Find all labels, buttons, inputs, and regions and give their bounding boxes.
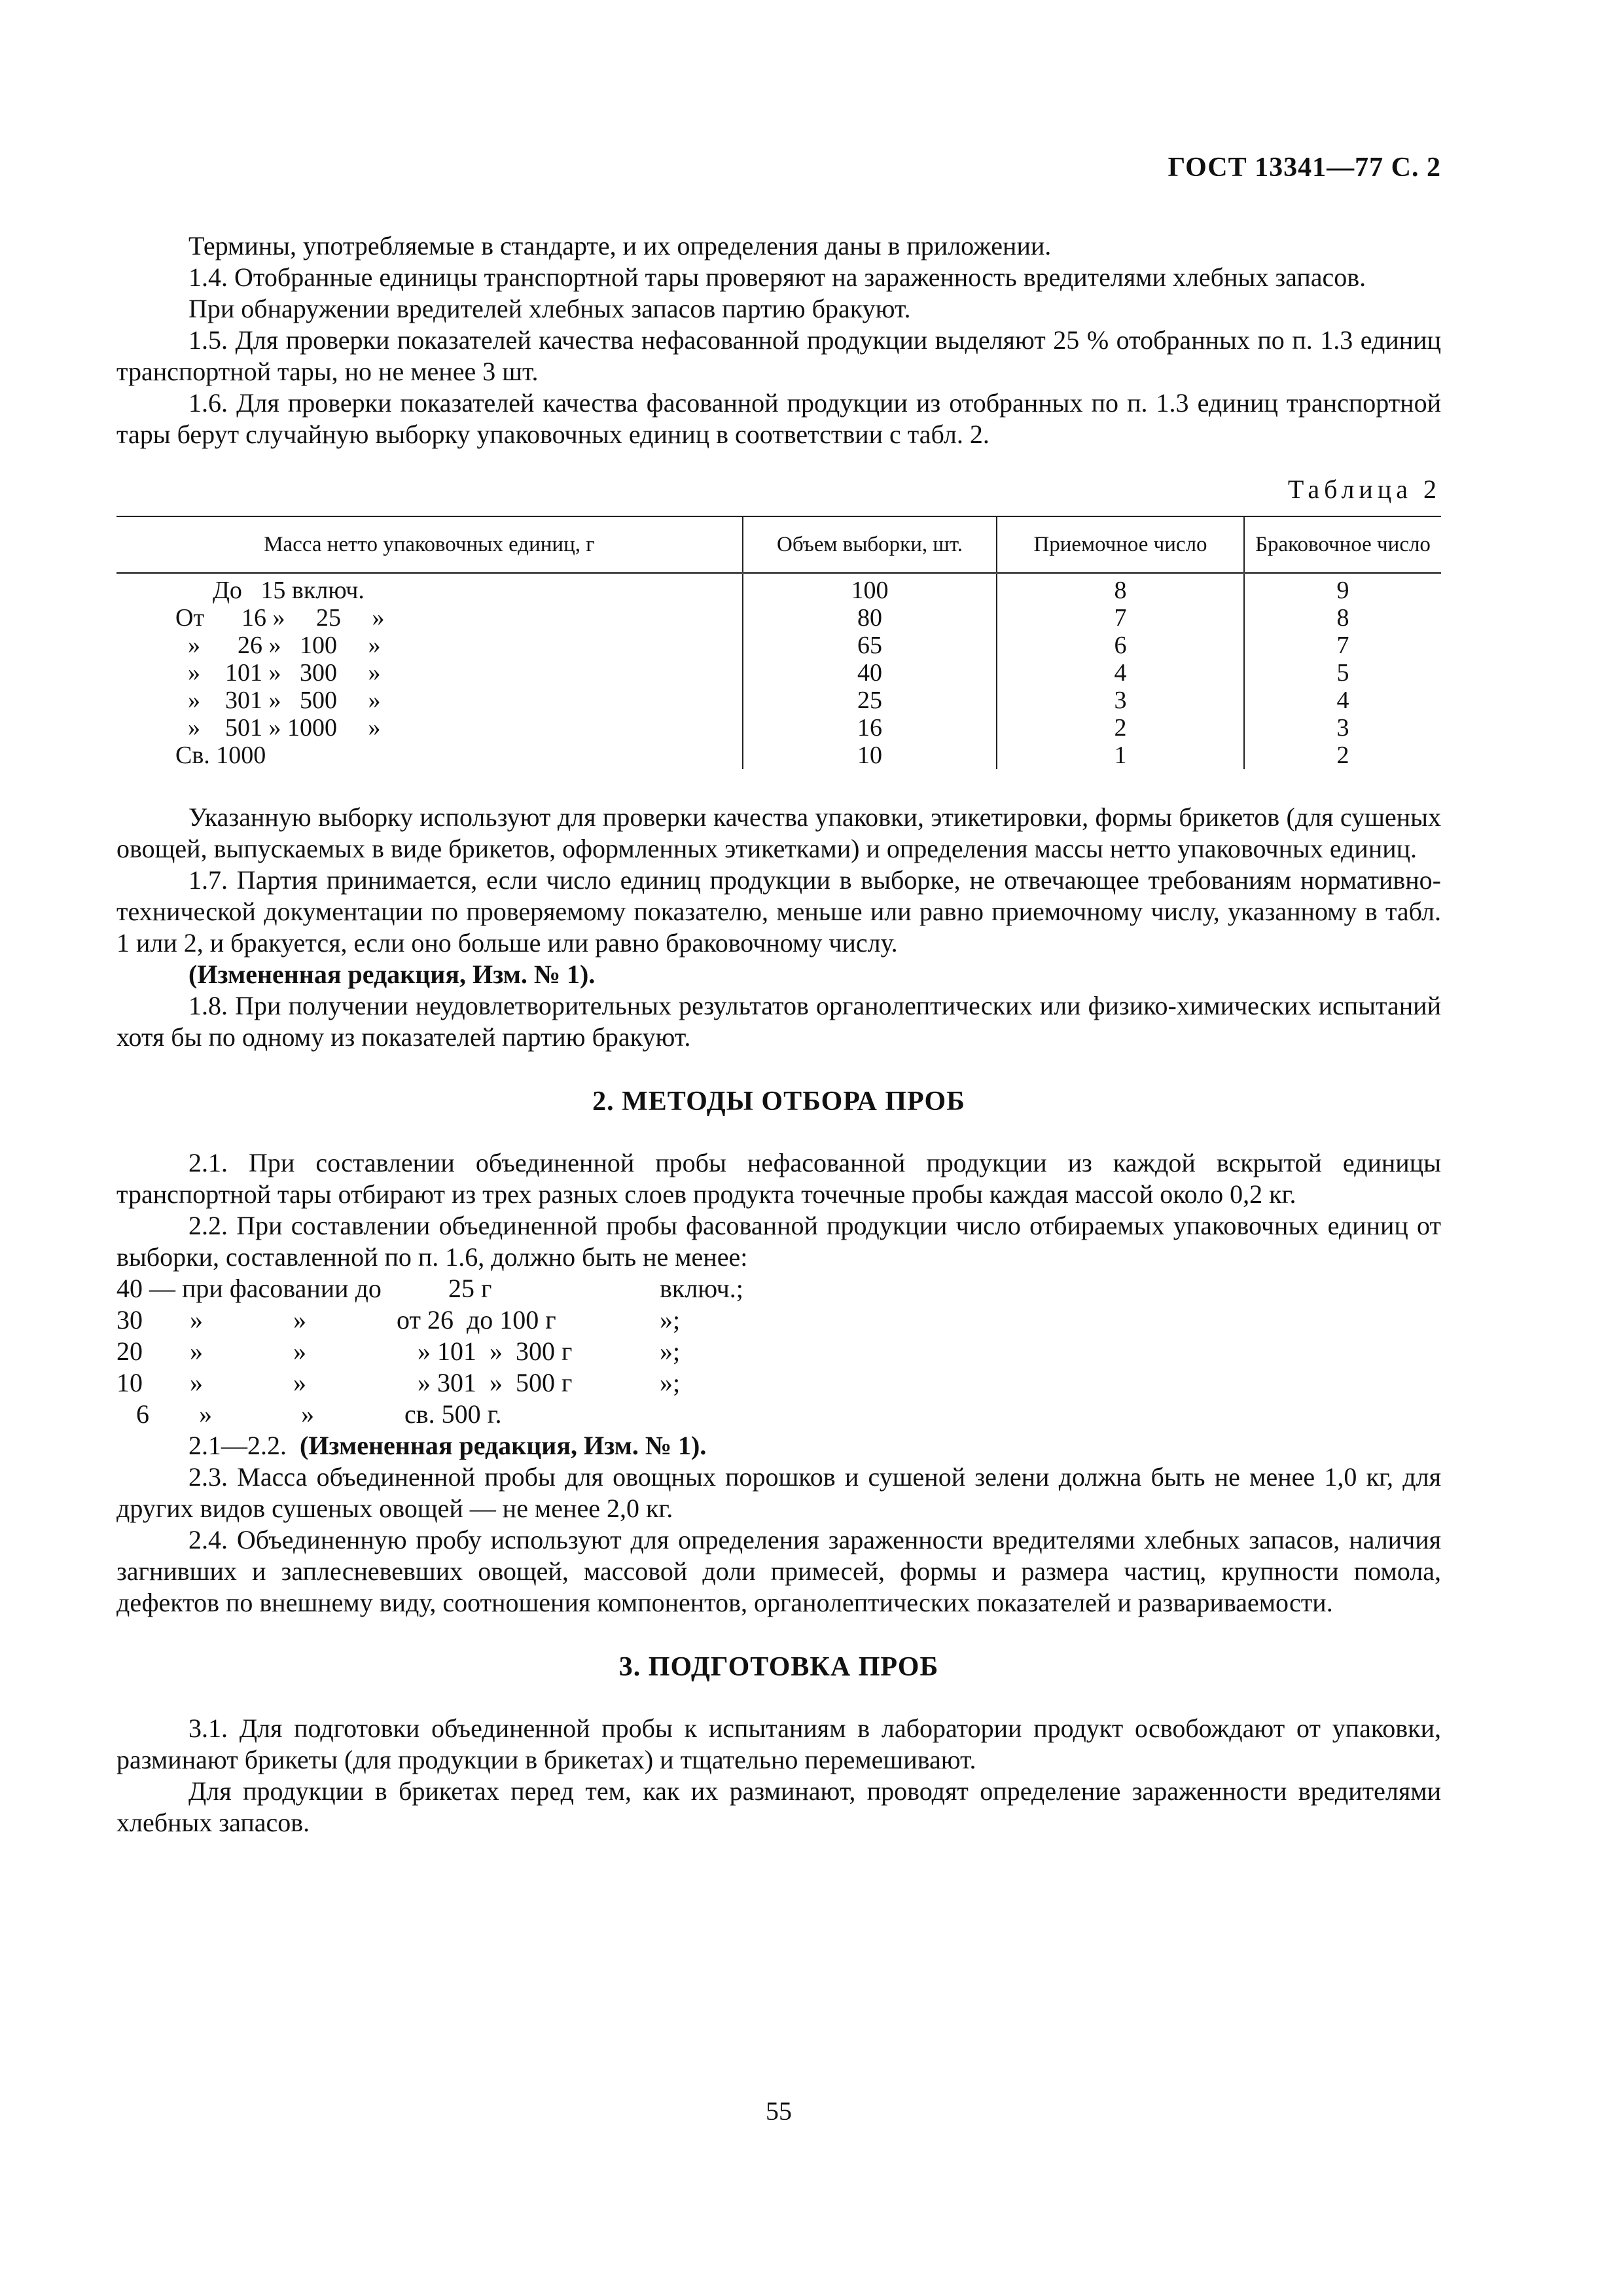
paragraph-1-4: 1.4. Отобранные единицы транспортной тары проверяют на зараженность вредителями хлебных запасов. bbox=[188, 262, 1366, 292]
paragraph-terms: Термины, употребляемые в стандарте, и их определения даны в приложении. bbox=[188, 231, 1052, 260]
table-header-sample-size: Объем выборки, шт. bbox=[743, 516, 997, 573]
table-cell-rejection: 3 bbox=[1244, 714, 1441, 742]
paragraph-1-4-b: При обнаружении вредителей хлебных запасов партию бракуют. bbox=[188, 294, 911, 323]
list-item-count: 30 bbox=[116, 1305, 143, 1335]
document-header: ГОСТ 13341—77 С. 2 bbox=[1168, 152, 1441, 183]
table-cell-mass: » 301 » 500 » bbox=[175, 687, 381, 714]
table-cell-sample: 80 bbox=[743, 604, 997, 632]
amendment-note-ref: 2.1—2.2. bbox=[188, 1431, 287, 1460]
list-item-ditto: » bbox=[293, 1368, 306, 1397]
list-item-ditto: » bbox=[293, 1305, 306, 1335]
table-cell-sample: 65 bbox=[743, 632, 997, 659]
paragraph-1-7: 1.7. Партия принимается, если число единиц продукции в выборке, не отвечающее требованиям нормативно-технической документации по проверяемому показателю, меньше или равно приемочному числу, указанному в табл. 1 или 2, и бракуется, если оно больше или равно браковочному числу. bbox=[116, 865, 1441, 958]
table-cell-acceptance: 4 bbox=[997, 659, 1244, 687]
list-item-range: 25 г bbox=[448, 1274, 492, 1303]
list-item-count: 10 bbox=[116, 1368, 143, 1397]
page-number: 55 bbox=[766, 2096, 792, 2126]
section-1-continued bbox=[116, 802, 1441, 1053]
section-2-heading: 2. МЕТОДЫ ОТБОРА ПРОБ bbox=[592, 1086, 965, 1117]
table-cell-acceptance: 6 bbox=[997, 632, 1244, 659]
table-cell-rejection: 7 bbox=[1244, 632, 1441, 659]
section-3-heading: 3. ПОДГОТОВКА ПРОБ bbox=[618, 1652, 939, 1682]
list-item-ditto: » bbox=[190, 1368, 203, 1397]
list-item bbox=[116, 1336, 1441, 1367]
paragraph-1-5: 1.5. Для проверки показателей качества нефасованной продукции выделяют 25 % отобранных по п. 1.3 единиц транспортной тары, но не менее 3 шт. bbox=[116, 325, 1441, 386]
paragraph-2-1: 2.1. При составлении объединенной пробы нефасованной продукции из каждой вскрытой единицы транспортной тары отбирают из трех разных слоев продукта точечные пробы каждая массой около 0,2 кг. bbox=[116, 1148, 1441, 1209]
table-cell-mass: » 101 » 300 » bbox=[175, 659, 381, 687]
paragraph-2-4: 2.4. Объединенную пробу используют для определения зараженности вредителями хлебных запасов, наличия загнивших и заплесневевших овощей, массовой доли примесей, формы и размера частиц, крупности помола, дефектов по внешнему виду, соотношения компонентов, органолептических показателей и развариваемости. bbox=[116, 1525, 1441, 1617]
paragraph-sample-use: Указанную выборку используют для проверки качества упаковки, этикетировки, формы брикетов (для сушеных овощей, выпускаемых в виде брикетов, оформленных этикетками) и определения массы нетто упаковочных единиц. bbox=[116, 802, 1441, 863]
list-item-suffix: включ.; bbox=[660, 1274, 743, 1303]
table-cell-mass: До 15 включ. bbox=[175, 577, 365, 604]
sampling-quantity-list bbox=[116, 1273, 1441, 1430]
paragraph-2-2: 2.2. При составлении объединенной пробы фасованной продукции число отбираемых упаковочных единиц от выборки, составленной по п. 1.6, должно быть не менее: bbox=[116, 1211, 1441, 1272]
table-cell-acceptance: 8 bbox=[997, 573, 1244, 605]
list-item-count: 6 bbox=[136, 1399, 149, 1429]
table-cell-sample: 25 bbox=[743, 687, 997, 714]
list-item-ditto: » bbox=[293, 1336, 306, 1366]
list-item-suffix: »; bbox=[660, 1336, 681, 1366]
list-item bbox=[116, 1367, 1441, 1399]
table-row bbox=[116, 742, 1441, 769]
table-row bbox=[116, 632, 1441, 659]
list-item-range: » 301 » 500 г bbox=[418, 1368, 573, 1397]
list-item bbox=[116, 1273, 1441, 1304]
list-item-ditto: » bbox=[301, 1399, 314, 1429]
table-cell-acceptance: 1 bbox=[997, 742, 1244, 769]
table-cell-sample: 100 bbox=[743, 573, 997, 605]
list-item bbox=[116, 1304, 1441, 1336]
table-header-acceptance: Приемочное число bbox=[997, 516, 1244, 573]
table-cell-mass: От 16 » 25 » bbox=[175, 604, 385, 632]
table-cell-sample: 40 bbox=[743, 659, 997, 687]
list-item-range: св. 500 г. bbox=[404, 1399, 502, 1429]
table-cell-acceptance: 2 bbox=[997, 714, 1244, 742]
table-row bbox=[116, 714, 1441, 742]
table-cell-rejection: 4 bbox=[1244, 687, 1441, 714]
list-item-range: » 101 » 300 г bbox=[418, 1336, 573, 1366]
table-row bbox=[116, 687, 1441, 714]
paragraph-3-1: 3.1. Для подготовки объединенной пробы к испытаниям в лаборатории продукт освобождают от упаковки, разминают брикеты (для продукции в брикетах) и тщательно перемешивают. bbox=[116, 1713, 1441, 1774]
amendment-note-1-7: (Измененная редакция, Изм. № 1). bbox=[188, 960, 596, 989]
list-item-ditto: » bbox=[199, 1399, 212, 1429]
list-item-count: 40 — при фасовании до bbox=[116, 1274, 382, 1303]
table-row bbox=[116, 659, 1441, 687]
list-item-ditto: » bbox=[190, 1305, 203, 1335]
table-cell-mass: Св. 1000 bbox=[175, 742, 266, 769]
table-cell-acceptance: 3 bbox=[997, 687, 1244, 714]
list-item-suffix: »; bbox=[660, 1368, 681, 1397]
table-cell-sample: 16 bbox=[743, 714, 997, 742]
table-header-rejection: Браковочное число bbox=[1244, 516, 1441, 573]
table-cell-rejection: 5 bbox=[1244, 659, 1441, 687]
table-cell-acceptance: 7 bbox=[997, 604, 1244, 632]
list-item-count: 20 bbox=[116, 1336, 143, 1366]
paragraph-3-1-b: Для продукции в брикетах перед тем, как их разминают, проводят определение зараженности вредителями хлебных запасов. bbox=[116, 1776, 1441, 1837]
table-row bbox=[116, 573, 1441, 605]
list-item-suffix: »; bbox=[660, 1305, 681, 1335]
table-cell-rejection: 2 bbox=[1244, 742, 1441, 769]
list-item bbox=[136, 1399, 1441, 1430]
table-header-mass: Масса нетто упаковочных единиц, г bbox=[116, 516, 743, 573]
table-caption: Таблица 2 bbox=[1287, 475, 1441, 504]
paragraph-2-3: 2.3. Масса объединенной пробы для овощных порошков и сушеной зелени должна быть не менее 1,0 кг, для других видов сушеных овощей — не менее 2,0 кг. bbox=[116, 1462, 1441, 1523]
document-body bbox=[116, 230, 1441, 1839]
amendment-note-text: (Измененная редакция, Изм. № 1). bbox=[300, 1431, 707, 1460]
list-item-range: от 26 до 100 г bbox=[397, 1305, 556, 1335]
table-cell-rejection: 8 bbox=[1244, 604, 1441, 632]
paragraph-1-8: 1.8. При получении неудовлетворительных результатов органолептических или физико-химических испытаний хотя бы по одному из показателей партию бракуют. bbox=[116, 991, 1441, 1052]
table-cell-mass: » 501 » 1000 » bbox=[175, 714, 381, 742]
table-2 bbox=[116, 516, 1441, 769]
table-header-row bbox=[116, 516, 1441, 573]
list-item-ditto: » bbox=[190, 1336, 203, 1366]
table-row bbox=[116, 604, 1441, 632]
paragraph-1-6: 1.6. Для проверки показателей качества фасованной продукции из отобранных по п. 1.3 единиц транспортной тары берут случайную выборку упаковочных единиц в соответствии с табл. 2. bbox=[116, 388, 1441, 449]
table-cell-rejection: 9 bbox=[1244, 573, 1441, 605]
table-cell-mass: » 26 » 100 » bbox=[175, 632, 381, 659]
table-cell-sample: 10 bbox=[743, 742, 997, 769]
amendment-note-2-1-2-2 bbox=[116, 1430, 1441, 1462]
